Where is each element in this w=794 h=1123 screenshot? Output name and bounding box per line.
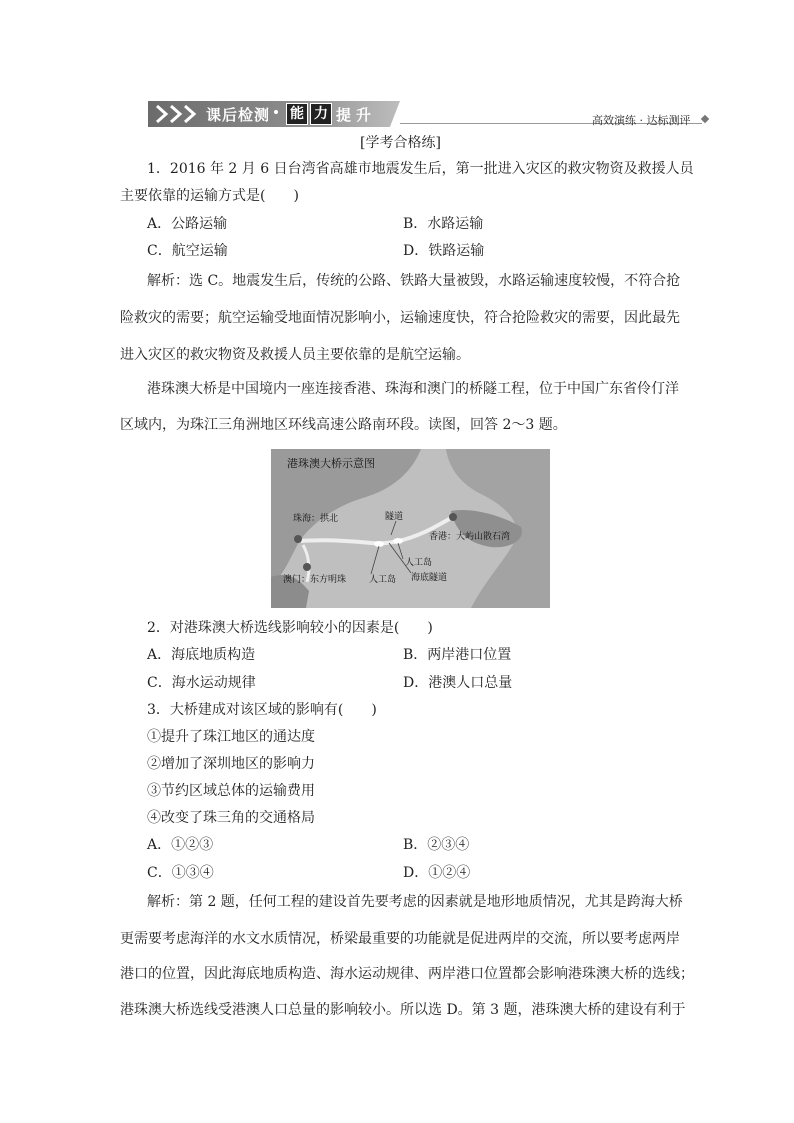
- q1-option-b: B．水路运输: [403, 216, 484, 232]
- map-label-zhuhai: 珠海：拱北: [293, 514, 339, 524]
- q1-stem-line2: 主要依靠的运输方式是( ): [120, 188, 299, 204]
- map-label-island1: 人工岛: [405, 558, 433, 568]
- diamond-icon: [701, 115, 709, 123]
- q2-stem: 2．对港珠澳大桥选线影响较小的因素是( ): [147, 620, 433, 636]
- intro-line: 区域内，为珠江三角洲地区环线高速公路南环段。读图，回答 2～3 题。: [120, 417, 567, 433]
- map-label-tunnel: 隧道: [385, 512, 404, 522]
- analysis2-line: 解析：第 2 题，任何工程的建设首先要考虑的因素就是地形地质情况，尤其是跨海大桥: [147, 894, 683, 910]
- banner-box-char: 力: [310, 103, 332, 125]
- q2-option-a: A．海底地质构造: [147, 647, 256, 663]
- intro-line: 港珠澳大桥是中国境内一座连接香港、珠海和澳门的桥隧工程，位于中国广东省伶仃洋: [147, 381, 679, 397]
- banner-title: 课后检测: [206, 106, 271, 124]
- q1-stem-line1: 1．2016 年 2 月 6 日台湾省高雄市地震发生后，第一批进入灾区的救灾物资及救援人员: [147, 161, 694, 177]
- q1-option-c: C．航空运输: [147, 243, 228, 259]
- map-label-macau: 澳门：东方明珠: [283, 575, 347, 585]
- analysis2-line: 港口的位置，因此海底地质构造、海水运动规律、两岸港口位置都会影响港珠澳大桥的选线；: [120, 966, 694, 982]
- section-banner: [148, 101, 400, 127]
- banner-box-char: 能: [286, 103, 308, 125]
- q3-item: ②增加了深圳地区的影响力: [147, 756, 315, 772]
- q2-option-d: D．港澳人口总量: [403, 675, 513, 691]
- q2-option-b: B．两岸港口位置: [403, 647, 512, 663]
- q3-option-a: A．①②③: [147, 837, 214, 853]
- zhuhai-marker: [294, 535, 302, 543]
- q3-item: ④改变了珠三角的交通格局: [147, 810, 315, 826]
- header-right-tag: 高效演练 · 达标测评: [592, 114, 691, 127]
- q1-option-a: A．公路运输: [147, 216, 228, 232]
- q3-stem: 3．大桥建成对该区域的影响有( ): [147, 702, 377, 718]
- q3-option-b: B．②③④: [403, 837, 470, 853]
- q1-analysis-line: 解析：选 C。地震发生后，传统的公路、铁路大量被毁，水路运输速度较慢，不符合抢: [147, 273, 681, 289]
- q2-option-c: C．海水运动规律: [147, 675, 256, 691]
- q3-item: ③节约区域总体的运输费用: [147, 783, 315, 799]
- q3-option-c: C．①③④: [147, 865, 214, 881]
- banner-dot: [274, 110, 278, 114]
- bridge-map-figure: [271, 449, 550, 608]
- map-label-island2: 人工岛: [369, 575, 397, 585]
- chevron-right-icon: [182, 104, 198, 124]
- q1-analysis-line: 险救灾的需要；航空运输受地面情况影响小，运输速度快，符合抢险救灾的需要，因此最先: [120, 310, 680, 326]
- map-label-hongkong: 香港：大屿山散石湾: [429, 532, 511, 542]
- analysis2-line: 更需要考虑海洋的水文水质情况，桥梁最重要的功能就是促进两岸的交流，所以要考虑两岸: [120, 931, 680, 947]
- map-label-undersea: 海底隧道: [411, 573, 448, 583]
- analysis2-line: 港珠澳大桥选线受港澳人口总量的影响较小。所以选 D。第 3 题，港珠澳大桥的建设有利于: [120, 1002, 686, 1018]
- q1-analysis-line: 进入灾区的救灾物资及救援人员主要依靠的是航空运输。: [120, 347, 470, 363]
- section-label: [学考合格练]: [360, 135, 441, 151]
- q1-option-d: D．铁路运输: [403, 243, 485, 259]
- q3-item: ①提升了珠江地区的通达度: [147, 729, 315, 745]
- hongkong-marker: [449, 513, 457, 521]
- macau-marker: [303, 563, 311, 571]
- q3-option-d: D．①②④: [403, 865, 471, 881]
- map-title: 港珠澳大桥示意图: [287, 457, 375, 470]
- banner-plain-char: 提: [336, 106, 352, 124]
- banner-plain-char: 升: [356, 106, 372, 124]
